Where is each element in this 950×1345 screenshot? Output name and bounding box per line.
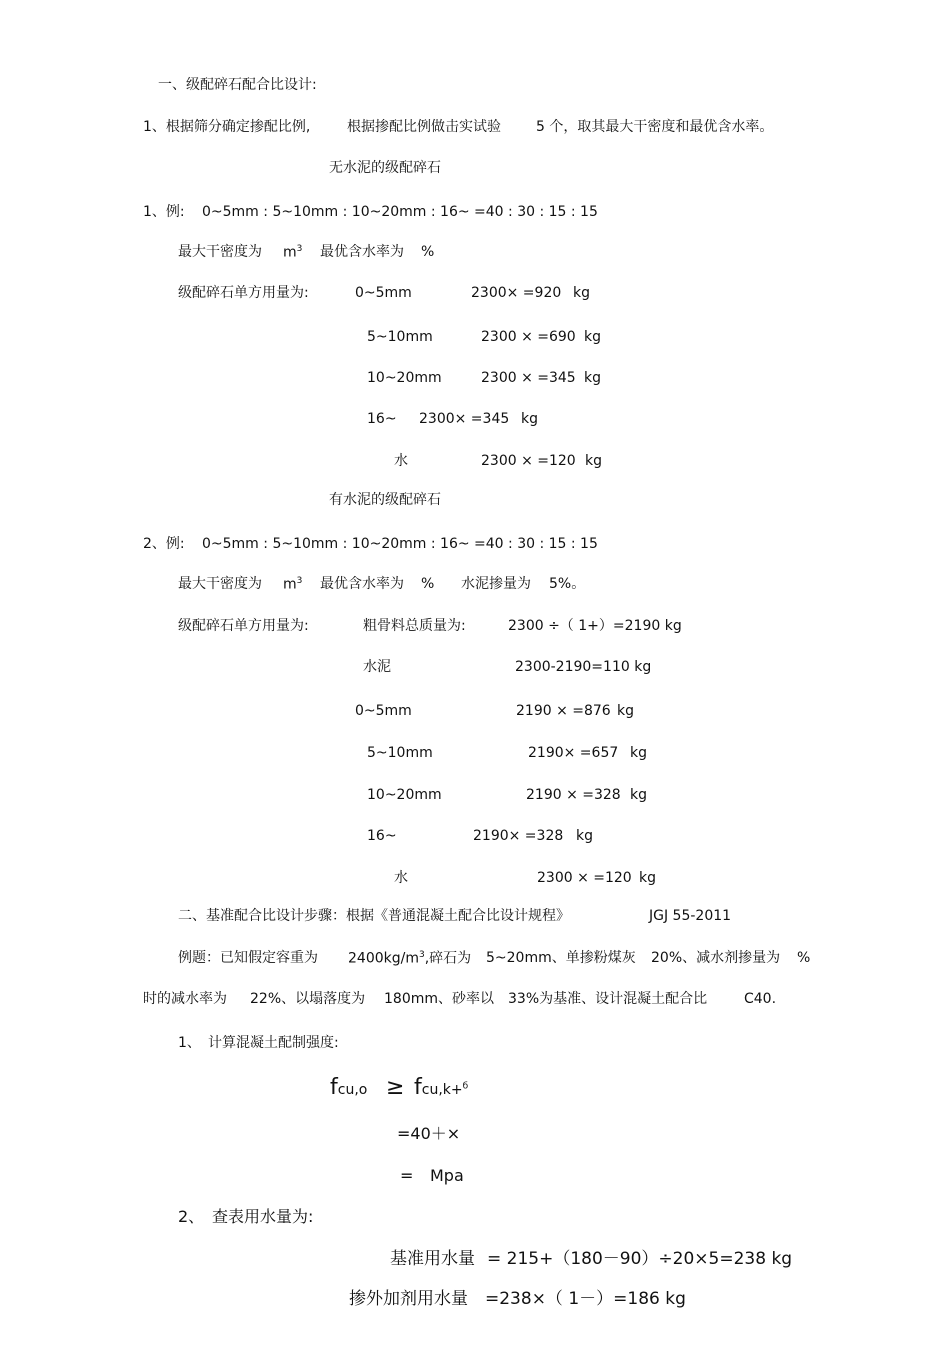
formula-line-3-eq: = (400, 1166, 414, 1185)
formula-line-3-unit: Mpa (430, 1166, 464, 1185)
ex1-density-label: 最大干密度为 (178, 244, 262, 260)
ex1-row-0-unit: kg (573, 285, 590, 301)
example-text-f: % (797, 950, 811, 966)
ex1-row-2-unit: kg (584, 370, 601, 386)
water-base-calc: = 215+（180－90）÷20×5=238 kg (487, 1249, 793, 1269)
example2-text-d: 33%为基准、设计混凝土配合比 (508, 991, 708, 1007)
ex2-cement-row-calc: 2300-2190=110 kg (515, 659, 652, 675)
ex1-row-0-calc: 2300× =920 (471, 285, 562, 301)
example-text-b: $2400kg/m^3$,碎石为 (348, 950, 472, 967)
ex2-row-4-calc: 2300 × =120 (537, 870, 632, 886)
ex2-row-0-unit: kg (617, 703, 634, 719)
water-admixture-calc: =238×（ 1－）=186 kg (485, 1289, 686, 1309)
ex1-row-0-name: 0~5mm (355, 285, 412, 301)
ex2-row-3-unit: kg (576, 828, 593, 844)
ex2-cement-row-name: 水泥 (363, 659, 391, 675)
ex2-moisture-unit: % (421, 576, 435, 592)
intro-part-b: 根据掺配比例做击实试验 (347, 119, 501, 135)
example2-text-b: 22%、以塌落度为 (250, 991, 366, 1007)
example-1-ratio: 0~5mm : 5~10mm : 10~20mm : 16~ =40 : 30 : 15 : 15 (202, 204, 598, 220)
formula-line-2: =40＋× (397, 1124, 461, 1143)
ex1-row-4-name: 水 (394, 453, 408, 469)
ex2-row-1-unit: kg (630, 745, 647, 761)
ex2-moisture-label: 最优含水率为 (320, 576, 404, 592)
ex2-row-0-name: 0~5mm (355, 703, 412, 719)
ex2-cement-value: 5%。 (549, 576, 586, 592)
ex2-row-2-unit: kg (630, 787, 647, 803)
ex2-usage-label: 级配碎石单方用量为: (178, 618, 309, 634)
ex1-row-2-calc: 2300 × =345 (481, 370, 576, 386)
ex2-row-4-unit: kg (639, 870, 656, 886)
ex2-row-2-calc: 2190 × =328 (526, 787, 621, 803)
ex2-row-2-name: 10~20mm (367, 787, 442, 803)
intro-part-a: 1、根据筛分确定掺配比例, (143, 119, 311, 135)
example-text-d: 5~20mm、单掺粉煤灰 (486, 950, 636, 966)
step-2-text: 查表用水量为: (212, 1207, 314, 1226)
step-2-num: 2、 (178, 1207, 205, 1226)
ex1-row-4-unit: kg (585, 453, 602, 469)
example-text-e: 20%、减水剂掺量为 (651, 950, 781, 966)
subheading-no-cement: 无水泥的级配碎石 (329, 160, 441, 176)
example-text-a: 例题：已知假定容重为 (178, 950, 318, 966)
section-1-heading: 一、级配碎石配合比设计: (158, 77, 317, 93)
water-base-label: 基准用水量 (390, 1249, 475, 1269)
water-admixture-label: 掺外加剂用水量 (349, 1289, 468, 1309)
ex1-row-1-name: 5~10mm (367, 329, 433, 345)
ex2-aggregate-label: 粗骨料总质量为: (363, 618, 466, 634)
formula-rhs: fcu,k+$^б$ (414, 1075, 469, 1100)
ex1-row-1-unit: kg (584, 329, 601, 345)
ex2-row-4-name: 水 (394, 870, 408, 886)
ex1-row-3-unit: kg (521, 411, 538, 427)
ex2-row-1-calc: 2190× =657 (528, 745, 619, 761)
intro-part-c: 5 个，取其最大干密度和最优含水率。 (536, 119, 774, 135)
ex1-row-4-calc: 2300 × =120 (481, 453, 576, 469)
ex1-row-1-calc: 2300 × =690 (481, 329, 576, 345)
section-2-heading: 二、基准配合比设计步骤：根据《普通混凝土配合比设计规程》 (178, 908, 570, 924)
ex2-row-3-calc: 2190× =328 (473, 828, 564, 844)
subheading-with-cement: 有水泥的级配碎石 (329, 492, 441, 508)
ex2-aggregate-calc: 2300 ÷（ 1+）=2190 kg (508, 618, 682, 634)
ex2-cement-label: 水泥掺量为 (461, 576, 531, 592)
ex1-moisture-label: 最优含水率为 (320, 244, 404, 260)
step-1-text: 计算混凝土配制强度: (208, 1035, 339, 1051)
ex1-moisture-unit: % (421, 244, 435, 260)
formula-geq: ≥ (386, 1075, 405, 1100)
example-2-label: 2、例: (143, 536, 185, 552)
example2-text-e: C40. (744, 991, 777, 1007)
ex2-density-unit: $m^3$ (283, 576, 303, 593)
ex1-row-2-name: 10~20mm (367, 370, 442, 386)
ex1-row-3-name: 16~ (367, 411, 397, 427)
ex1-usage-label: 级配碎石单方用量为: (178, 285, 309, 301)
example2-text-c: 180mm、砂率以 (384, 991, 494, 1007)
ex2-density-label: 最大干密度为 (178, 576, 262, 592)
step-1-num: 1、 (178, 1035, 201, 1051)
section-2-standard: JGJ 55-2011 (649, 908, 732, 924)
example2-text-a: 时的减水率为 (143, 991, 227, 1007)
ex2-row-3-name: 16~ (367, 828, 397, 844)
example-2-ratio: 0~5mm : 5~10mm : 10~20mm : 16~ =40 : 30 : 15 : 15 (202, 536, 598, 552)
ex1-density-unit: $m^3$ (283, 244, 303, 261)
formula-lhs: fcu,o (330, 1075, 368, 1100)
ex2-row-0-calc: 2190 × =876 (516, 703, 611, 719)
ex2-row-1-name: 5~10mm (367, 745, 433, 761)
ex1-row-3-calc: 2300× =345 (419, 411, 510, 427)
example-1-label: 1、例: (143, 204, 185, 220)
